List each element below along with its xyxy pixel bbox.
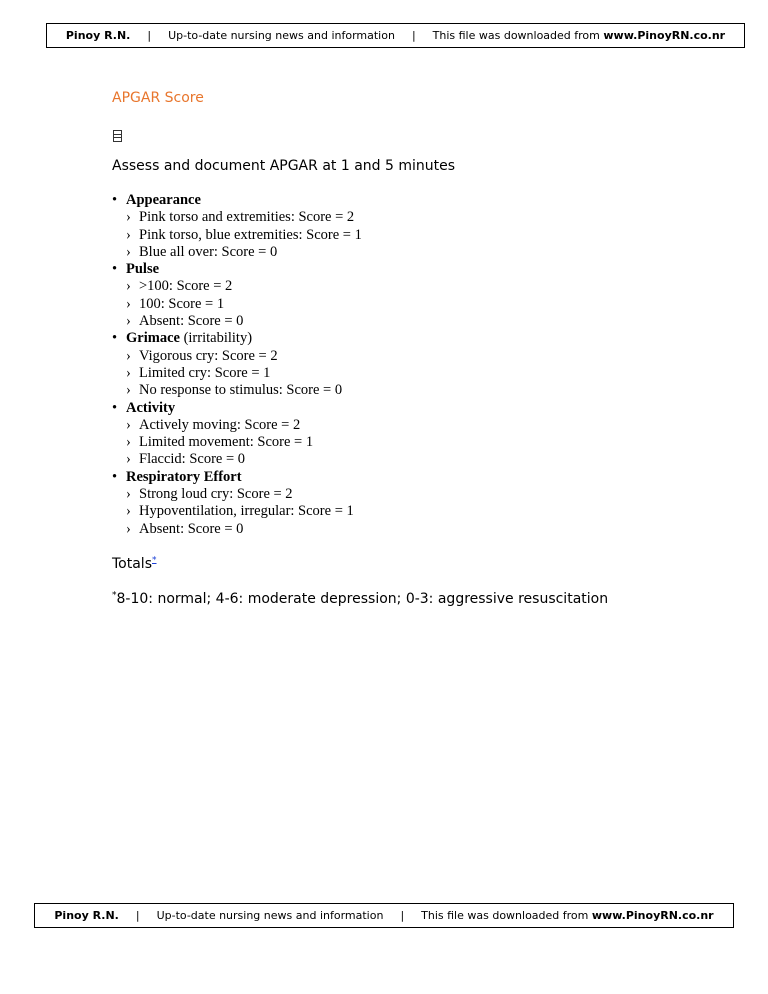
category-list <box>112 192 672 538</box>
header-banner <box>46 23 745 48</box>
icon-row <box>112 128 672 144</box>
banner-url[interactable]: www.PinoyRN.co.nr <box>591 909 714 922</box>
banner-tagline: Up-to-date nursing news and information <box>156 909 384 922</box>
footnote-link[interactable]: * <box>152 555 157 566</box>
score-item: › Blue all over: Score = 0 <box>126 244 672 261</box>
footnote-text: 8-10: normal; 4-6: moderate depression; 0-3: aggressive resuscitation <box>116 590 609 607</box>
banner-separator: | <box>135 909 140 922</box>
section-heading: Assess and document APGAR at 1 and 5 minutes <box>112 158 456 174</box>
score-item: › Absent: Score = 0 <box>126 521 672 538</box>
banner-brand: Pinoy R.N. <box>54 909 119 922</box>
category-item <box>112 261 672 330</box>
score-item: › Pink torso, blue extremities: Score = 1 <box>126 227 672 244</box>
category-item <box>112 192 672 261</box>
score-list <box>126 417 672 469</box>
totals-label: Totals <box>112 555 152 572</box>
score-item: › Hypoventilation, irregular: Score = 1 <box>126 503 672 520</box>
score-item: › Pink torso and extremities: Score = 2 <box>126 209 672 226</box>
banner-download-text: This file was downloaded from <box>432 29 600 42</box>
score-list <box>126 486 672 538</box>
score-item: › 100: Score = 1 <box>126 296 672 313</box>
footnote-marker: * <box>112 590 117 601</box>
score-item: › Actively moving: Score = 2 <box>126 417 672 434</box>
document-body <box>112 88 672 609</box>
banner-tagline: Up-to-date nursing news and information <box>168 29 395 42</box>
category-item <box>112 330 672 399</box>
score-item: › Vigorous cry: Score = 2 <box>126 348 672 365</box>
score-item: › No response to stimulus: Score = 0 <box>126 382 672 399</box>
category-name: Appearance <box>126 192 201 208</box>
calculator-icon[interactable] <box>113 130 122 142</box>
totals-line <box>112 554 672 574</box>
score-item: › Limited cry: Score = 1 <box>126 365 672 382</box>
footnote <box>112 589 672 609</box>
category-item <box>112 400 672 469</box>
category-name: Grimace <box>126 330 180 347</box>
banner-separator: | <box>411 29 416 42</box>
score-item: › Limited movement: Score = 1 <box>126 434 672 451</box>
footer-banner <box>34 903 734 928</box>
category-note: (irritability) <box>183 330 253 347</box>
banner-separator: | <box>147 29 152 42</box>
score-list <box>126 348 672 400</box>
score-item: › >100: Score = 2 <box>126 278 672 295</box>
banner-separator: | <box>400 909 405 922</box>
score-item: › Flaccid: Score = 0 <box>126 451 672 468</box>
score-list <box>126 209 672 261</box>
score-list <box>126 278 672 330</box>
score-item: › Absent: Score = 0 <box>126 313 672 330</box>
page-title: APGAR Score <box>112 90 204 106</box>
category-name: Respiratory Effort <box>126 468 242 485</box>
category-name: Pulse <box>126 261 160 278</box>
score-item: › Strong loud cry: Score = 2 <box>126 486 672 503</box>
banner-url[interactable]: www.PinoyRN.co.nr <box>603 29 726 42</box>
banner-download-text: This file was downloaded from <box>421 909 589 922</box>
banner-brand: Pinoy R.N. <box>65 29 131 42</box>
category-item <box>112 469 672 538</box>
category-name: Activity <box>126 399 176 416</box>
